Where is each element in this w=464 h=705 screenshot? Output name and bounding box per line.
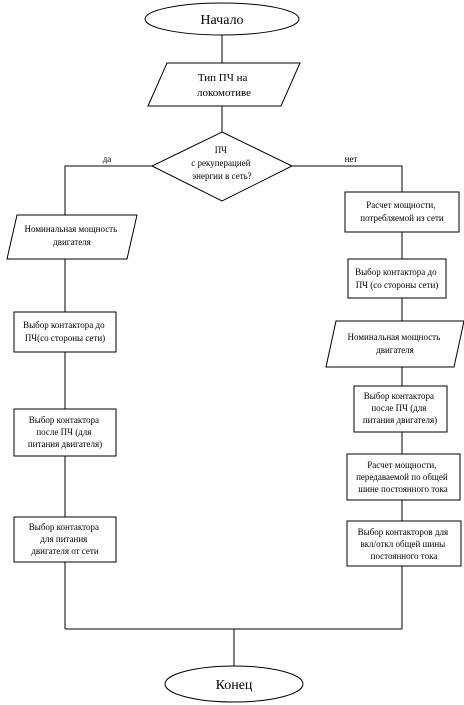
branch-yes-label: да xyxy=(102,154,112,164)
start-label: Начало xyxy=(200,13,244,28)
right-step1-label: Расчет мощности, потребляемой из сети xyxy=(360,200,444,223)
input-type-label: Тип ПЧ на локомотиве xyxy=(196,72,252,99)
left-step2-label: Выбор контактора до ПЧ(со стороны сети) xyxy=(23,320,106,343)
right-step2-label: Выбор контактора до ПЧ (со стороны сети) xyxy=(355,267,439,290)
end-label: Конец xyxy=(215,678,253,693)
left-step1-label: Номинальная мощность двигателя xyxy=(24,224,118,247)
right-step2-process xyxy=(348,259,446,298)
right-step3-input xyxy=(326,321,464,367)
right-step1-process xyxy=(345,192,459,232)
right-step5-label: Расчет мощности, передаваемой по общей шине постоянного тока xyxy=(356,460,448,494)
left-step3-label: Выбор контактора после ПЧ (для питания двигателя) xyxy=(27,415,103,449)
right-step4-label: Выбор контактора после ПЧ (для питания двигателя) xyxy=(362,391,438,425)
connector-yes-branch xyxy=(65,166,152,215)
decision-label: ПЧ с рекуперацией энергии в сеть? xyxy=(191,145,252,181)
left-step2-process xyxy=(14,312,116,352)
right-step3-label: Номинальная мощность двигателя xyxy=(347,332,441,355)
right-step6-label: Выбор контакторов для вкл/откл общей шины постоянного тока xyxy=(357,527,449,561)
branch-no-label: нет xyxy=(344,154,358,164)
input-type-box xyxy=(148,63,300,106)
left-step4-label: Выбор контактора для питания двигателя от сети xyxy=(28,522,99,556)
connector-no-branch xyxy=(292,166,402,192)
